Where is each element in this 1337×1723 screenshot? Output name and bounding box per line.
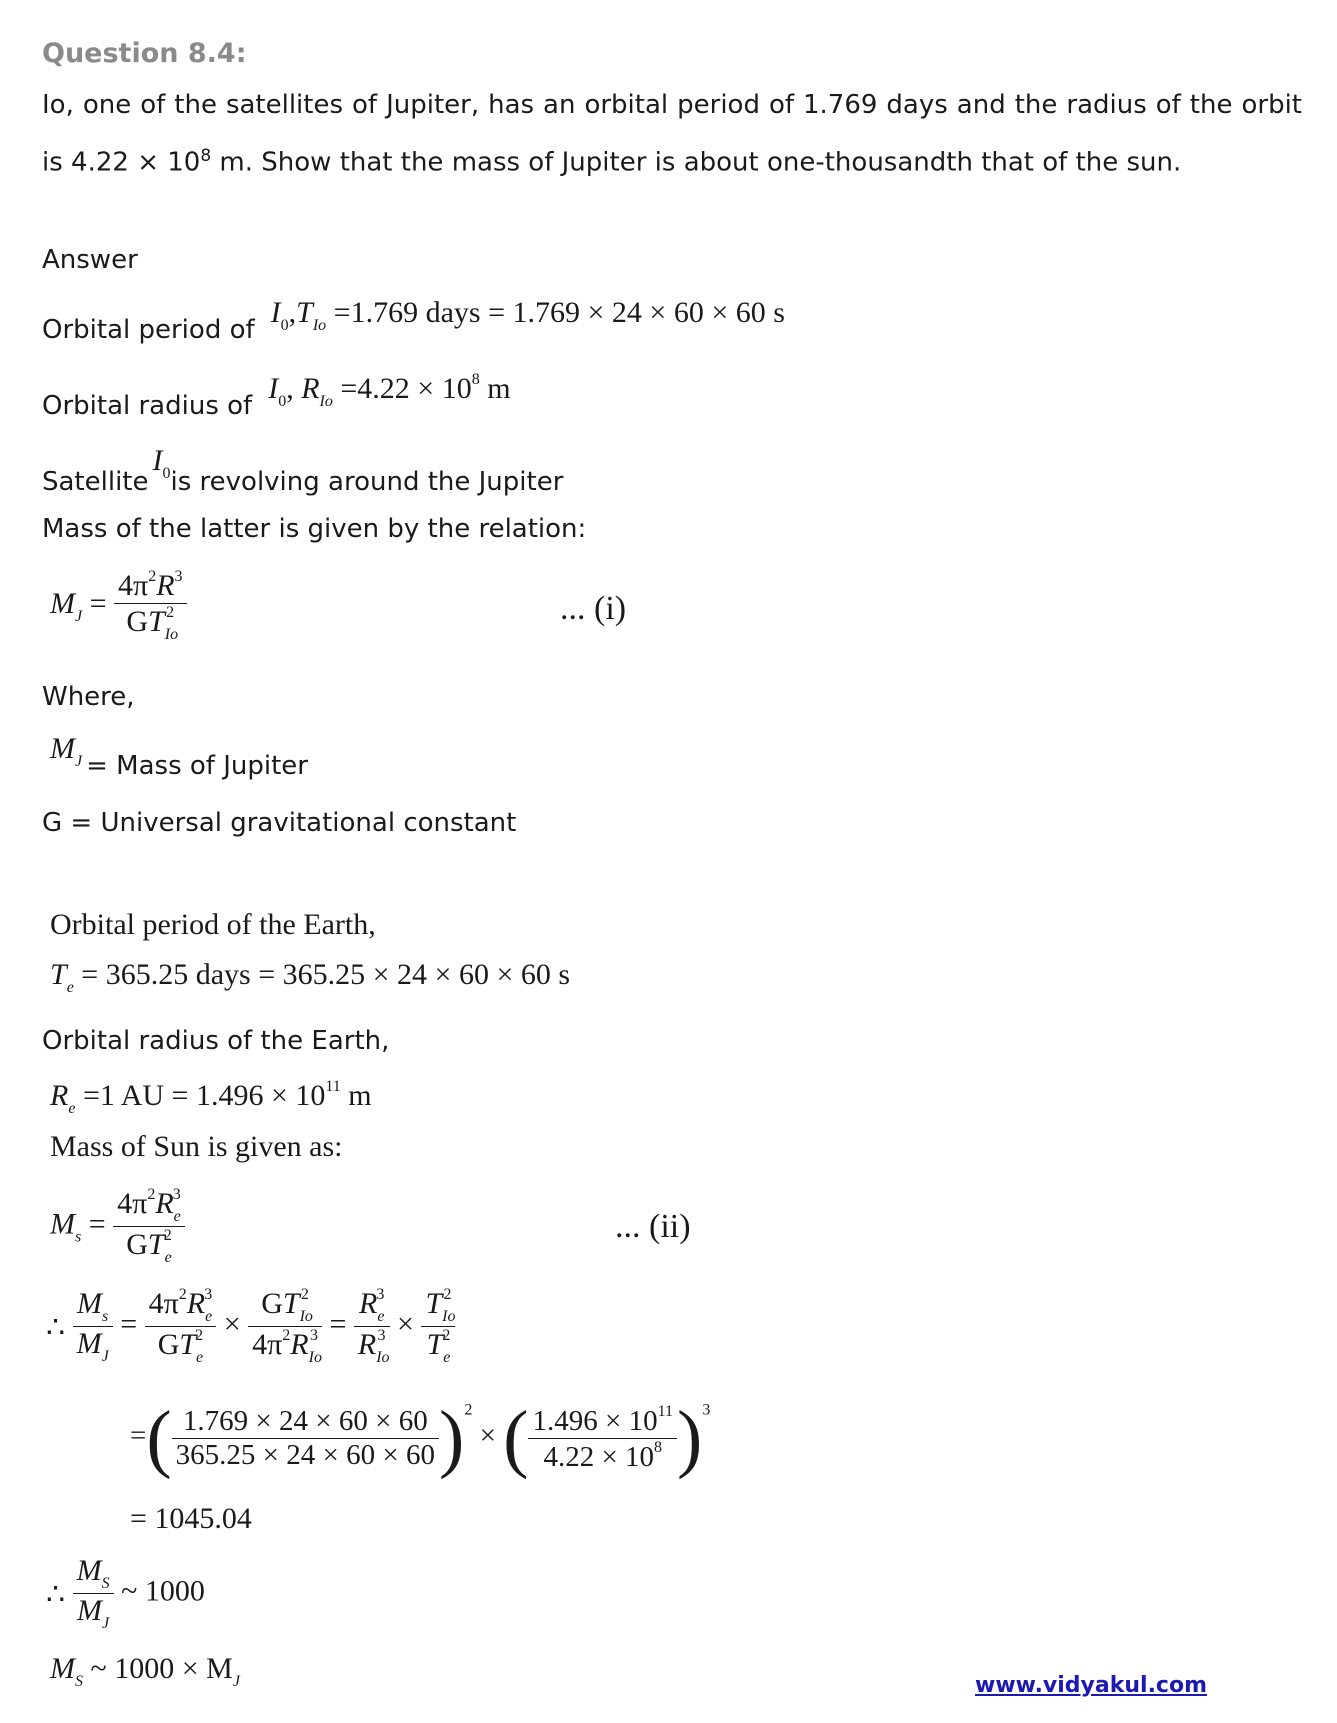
- io-period-line: [42, 296, 785, 345]
- calc-den1: 365.25 × 24 × 60 × 60: [172, 1438, 439, 1472]
- g-definition: G = Universal gravitational constant: [42, 808, 517, 838]
- orbital-period-label: Orbital period of: [42, 315, 255, 345]
- io-period-value: =1.769 days = 1.769 × 24 × 60 × 60 s: [333, 296, 785, 329]
- satellite-line: [42, 444, 563, 497]
- earth-period-label: Orbital period of the Earth,: [50, 908, 376, 941]
- where-label: Where,: [42, 682, 135, 712]
- final-relation: $M_S$ ~ $1000 \times M_J$: [50, 1652, 240, 1690]
- earth-radius-value: =1 AU = 1.496 × 10: [82, 1079, 326, 1112]
- calc-num1: 1.769 × 24 × 60 × 60: [182, 1404, 428, 1437]
- eq1-tag: ... (i): [560, 590, 627, 627]
- orbital-radius-label: Orbital radius of: [42, 391, 253, 421]
- io-radius-exp: 8: [471, 371, 480, 388]
- question-power: 8: [200, 146, 212, 166]
- calc-den2-exp: 8: [654, 1438, 663, 1456]
- io-period-math: $I_0,T_{Io} =1.769$ days = 1.769 × 24 × 60 × 60 s: [270, 296, 785, 334]
- ratio-approx: ~ 1000: [121, 1574, 205, 1608]
- mj-definition: $M_J$ = Mass of Jupiter: [50, 732, 308, 781]
- result-value: = 1045.04: [130, 1502, 252, 1535]
- sun-mass-label: Mass of Sun is given as:: [50, 1130, 343, 1163]
- answer-label: Answer: [42, 245, 138, 275]
- relation-intro: Mass of the latter is given by the relation:: [42, 514, 587, 544]
- io-radius-value: =4.22 × 10: [340, 372, 472, 405]
- mj-def-text: = Mass of Jupiter: [86, 751, 308, 781]
- eq1-fraction: $\frac{4\pi^2R^3}{GT_{Io}^2}$: [114, 568, 186, 644]
- io-radius-math: $I_0$, $R_{Io} =4.22 \times 10^8$ m: [268, 371, 511, 410]
- eq2-fraction: $\frac{4\pi^2R_e^3}{GT_e^2}$: [113, 1186, 185, 1267]
- earth-radius-label: Orbital radius of the Earth,: [42, 1026, 390, 1056]
- eq2-tag: ... (ii): [615, 1208, 691, 1245]
- io-symbol: $I_0$: [152, 444, 171, 482]
- calc-num2-exp: 11: [657, 1402, 673, 1420]
- question-text-part2: m. Show that the mass of Jupiter is about one-thousandth that of the sun.: [211, 147, 1182, 178]
- final-value: ~ 1000 × M: [90, 1652, 233, 1685]
- calc-num2: 1.496 × 10: [532, 1404, 658, 1437]
- calc-den2: 4.22 × 10: [543, 1440, 655, 1473]
- satellite-suffix: is revolving around the Jupiter: [170, 467, 564, 497]
- question-title: Question 8.4:: [42, 38, 247, 69]
- numeric-substitution: =( $\frac{1.769 \times 24 \times 60 \times 60}{365.25 \times 24 \times 60 \times 60}$ )$^2$ × ( $\frac{1.496 \times 10^{11}}{4.22 \times 10^8}$ )$^3$: [130, 1396, 711, 1480]
- ratio-result: ∴ $\frac{M_S}{M_J}$ ~ 1000: [46, 1554, 205, 1632]
- question-text-part1: Io, one of the satellites of Jupiter, has an orbital period of 1.769 days and the radius of the orbit is 4.22 × 10: [42, 90, 1302, 178]
- earth-period-value: = 365.25 days = 365.25 × 24 × 60 × 60 s: [81, 958, 571, 991]
- satellite-prefix: Satellite: [42, 467, 149, 497]
- ratio-derivation: ∴ $\frac{M_s}{M_J}$ = $\frac{4\pi^2R_e^3}{GT_e^2}$ × $\frac{GT_{Io}^2}{4\pi^2R_{Io}^3}$ = $\frac{R_e^3}{R_{Io}^3}$ × $\frac{T_{Io}^2}{T_e^2}$: [46, 1286, 456, 1366]
- equation-i: $M_J$ = $\frac{4\pi^2R^3}{GT_{Io}^2}$: [50, 568, 187, 644]
- therefore-symbol: ∴: [46, 1311, 66, 1345]
- earth-period-math: $T_e = 365.25$ days = 365.25 × 24 × 60 × 60 s: [50, 958, 571, 996]
- io-radius-unit: m: [479, 372, 511, 405]
- earth-radius-unit: m: [340, 1079, 372, 1112]
- earth-radius-math: $R_e =1$ AU = $1.496 \times 10^{11}$ m: [50, 1078, 372, 1117]
- vidyakul-link[interactable]: www.vidyakul.com: [975, 1673, 1208, 1698]
- question-text: [42, 80, 1302, 189]
- earth-radius-exp: 11: [325, 1078, 341, 1095]
- io-radius-line: [42, 371, 511, 421]
- equation-ii: $M_s$ = $\frac{4\pi^2R_e^3}{GT_e^2}$: [50, 1186, 185, 1267]
